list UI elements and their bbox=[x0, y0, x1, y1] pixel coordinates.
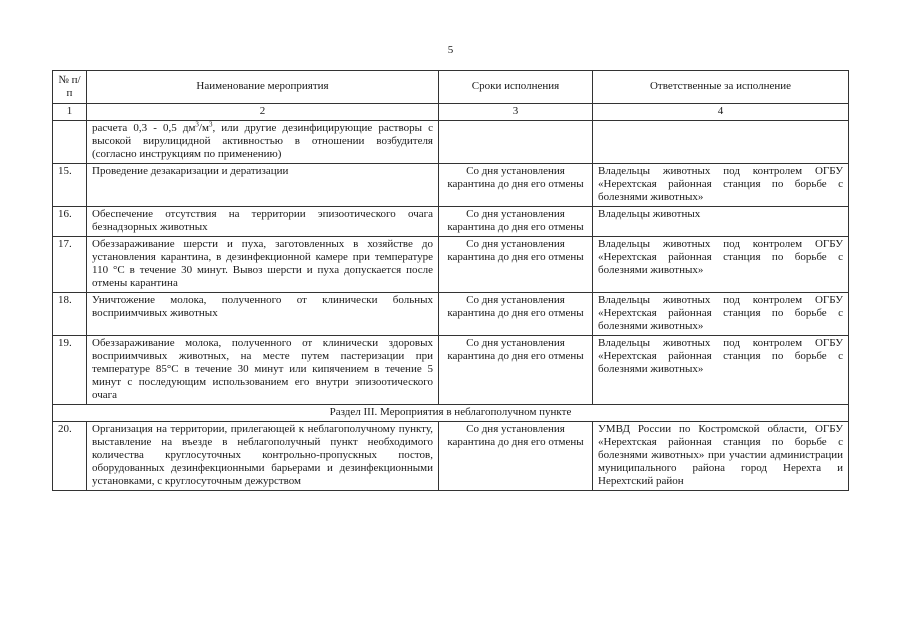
header-terms: Сроки исполнения bbox=[439, 71, 593, 104]
column-index: 3 bbox=[439, 104, 593, 121]
header-num: № п/п bbox=[53, 71, 87, 104]
table-row bbox=[53, 336, 849, 405]
column-index: 2 bbox=[87, 104, 439, 121]
row-responsible: Владельцы животных bbox=[593, 207, 849, 237]
table-row bbox=[53, 121, 849, 164]
column-index-row bbox=[53, 104, 849, 121]
row-num: 17. bbox=[53, 237, 87, 293]
row-terms: Со дня установления карантина до дня его отмены bbox=[439, 207, 593, 237]
row-terms: Со дня установления карантина до дня его отмены bbox=[439, 293, 593, 336]
row-num: 16. bbox=[53, 207, 87, 237]
row-num: 19. bbox=[53, 336, 87, 405]
row-terms: Со дня установления карантина до дня его отмены bbox=[439, 336, 593, 405]
row-name: Проведение дезакаризации и дератизации bbox=[87, 164, 439, 207]
row-responsible bbox=[593, 121, 849, 164]
row-name: Обеззараживание молока, полученного от клинически здоровых восприимчивых животных, на месте путем пастеризации при температуре 85°С в течение 30 минут или кипячением в течение 5 минут с последующим использованием его внутри эпизоотического очага bbox=[87, 336, 439, 405]
measures-table bbox=[52, 70, 849, 491]
row-name: Обеспечение отсутствия на территории эпизоотического очага безнадзорных животных bbox=[87, 207, 439, 237]
table-row bbox=[53, 164, 849, 207]
page-number: 5 bbox=[447, 44, 454, 56]
section-header-row bbox=[53, 405, 849, 422]
row-name: Уничтожение молока, полученного от клинически больных восприимчивых животных bbox=[87, 293, 439, 336]
table-row bbox=[53, 207, 849, 237]
row-responsible: Владельцы животных под контролем ОГБУ «Нерехтская районная станция по борьбе с болезнями животных» bbox=[593, 293, 849, 336]
column-index: 1 bbox=[53, 104, 87, 121]
section-title: Раздел III. Мероприятия в неблагополучном пункте bbox=[53, 405, 849, 422]
row-name: Организация на территории, прилегающей к неблагополучному пункту, выставление на въезде в неблагополучный пункт необходимого количества круглосуточных контрольно-пропускных постов, оборудованных дезинфекционными барьерами и дезинфекционными установками, с круглосуточным дежурством bbox=[87, 422, 439, 491]
row-responsible: Владельцы животных под контролем ОГБУ «Нерехтская районная станция по борьбе с болезнями животных» bbox=[593, 237, 849, 293]
row-responsible: Владельцы животных под контролем ОГБУ «Нерехтская районная станция по борьбе с болезнями животных» bbox=[593, 336, 849, 405]
row-num: 20. bbox=[53, 422, 87, 491]
row-terms: Со дня установления карантина до дня его отмены bbox=[439, 237, 593, 293]
table-header-row bbox=[53, 71, 849, 104]
row-num: 18. bbox=[53, 293, 87, 336]
row-responsible: Владельцы животных под контролем ОГБУ «Нерехтская районная станция по борьбе с болезнями животных» bbox=[593, 164, 849, 207]
row-terms bbox=[439, 121, 593, 164]
header-responsible: Ответственные за исполнение bbox=[593, 71, 849, 104]
row-name: Обеззараживание шерсти и пуха, заготовленных в хозяйстве до установления карантина, в дезинфекционной камере при температуре 110 °С в течение 30 минут. Вывоз шерсти и пуха допускается после отмены карантина bbox=[87, 237, 439, 293]
row-terms: Со дня установления карантина до дня его отмены bbox=[439, 164, 593, 207]
table-row bbox=[53, 237, 849, 293]
header-name: Наименование мероприятия bbox=[87, 71, 439, 104]
row-name: расчета 0,3 - 0,5 $дм^3/м^3$, или другие дезинфицирующие растворы с высокой вирулицидной активностью в отношении возбудителя (согласно инструкциям по применению) bbox=[87, 121, 439, 164]
column-index: 4 bbox=[593, 104, 849, 121]
row-responsible: УМВД России по Костромской области, ОГБУ «Нерехтская районная станция по борьбе с болезнями животных» при участии администрации муниципального района город Нерехта и Нерехтский район bbox=[593, 422, 849, 491]
table-row bbox=[53, 293, 849, 336]
table-row bbox=[53, 422, 849, 491]
row-num: 15. bbox=[53, 164, 87, 207]
row-num bbox=[53, 121, 87, 164]
row-terms: Со дня установления карантина до дня его отмены bbox=[439, 422, 593, 491]
